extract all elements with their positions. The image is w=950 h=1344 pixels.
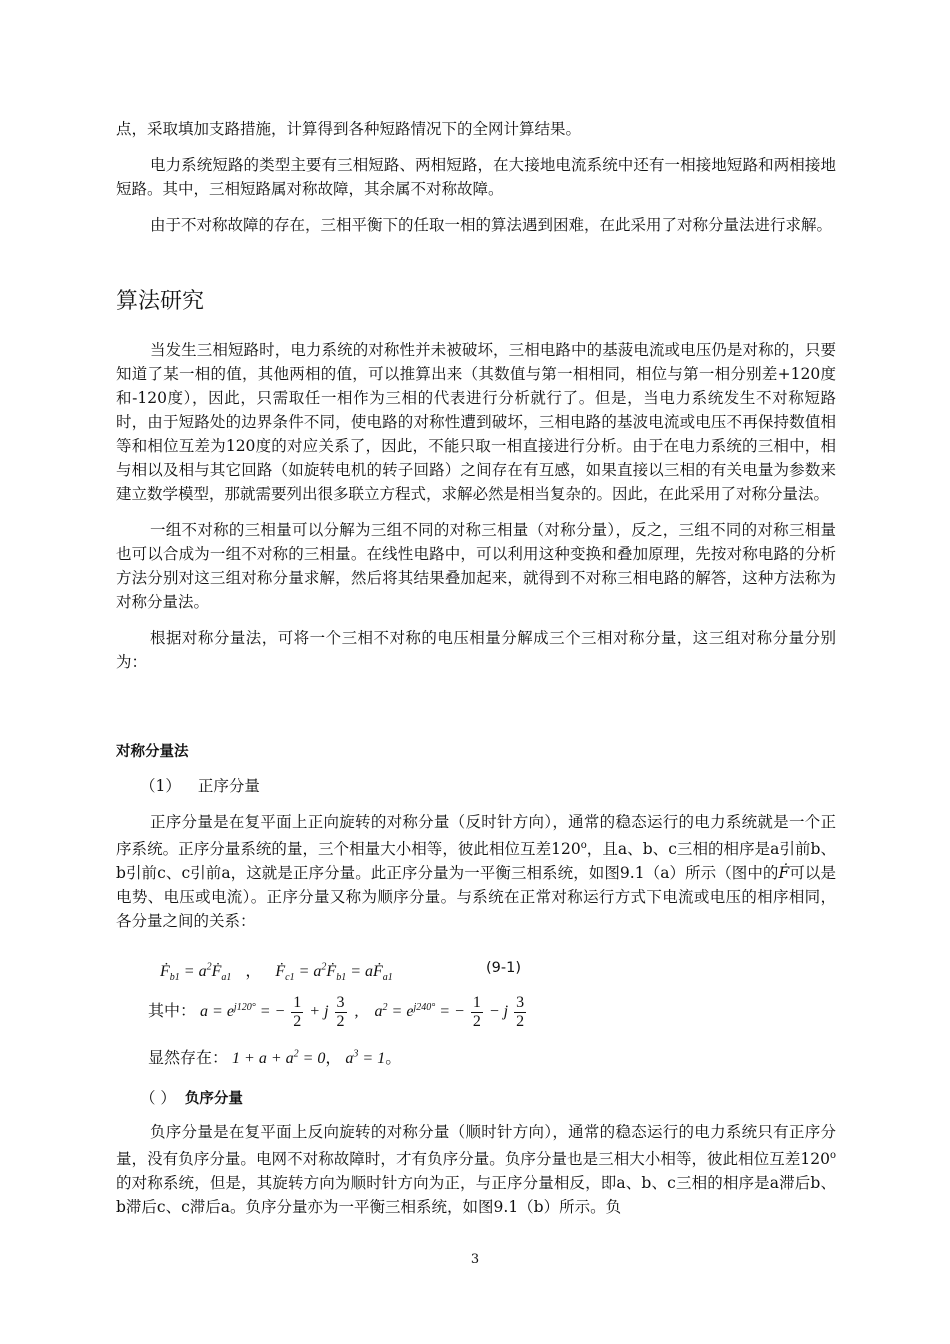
item-2-label: 负序分量 <box>184 1091 243 1107</box>
a2-exp: j240° <box>413 1001 436 1013</box>
equation-9-1 <box>160 958 393 983</box>
eq-separator: ， <box>245 963 262 980</box>
identity-1: 1 + a + a <box>232 1050 294 1067</box>
sqrt3-den: 2 <box>336 1013 345 1030</box>
eq-f-b1b: Ḟ <box>326 963 337 980</box>
minus-j: − j <box>488 1003 509 1021</box>
item-1-heading <box>140 774 260 796</box>
eq-f-b1: Ḟ <box>160 963 170 980</box>
identity-2-sup: 3 <box>353 1048 359 1060</box>
eq-sub-b1: b1 <box>169 972 180 984</box>
a-def-exp: j120° <box>233 1001 256 1013</box>
identity-2: a <box>345 1050 354 1067</box>
eq-sup-2: 2 <box>206 961 212 973</box>
algorithm-block <box>116 338 836 674</box>
item-2-number: （ ） <box>140 1089 176 1107</box>
paragraph-intro-1: 点，采取填加支路措施，计算得到各种短路情况下的全网计算结果。 <box>116 120 582 138</box>
identity-1-end: = 0 <box>302 1050 326 1067</box>
identity-1-sup: 2 <box>293 1048 299 1060</box>
fraction-sqrt3-2 <box>514 994 526 1031</box>
eq-sub-c1: c1 <box>285 972 295 984</box>
identity-period: 。 <box>385 1050 402 1067</box>
paragraph-positive <box>116 810 836 933</box>
paragraph-algo-1: 当发生三相短路时，电力系统的对称性并未被破坏，三相电路中的基菠电流或电压仍是对称的，只要知道了某一相的值，其他两相的值，可以推算出来（其数值与第一相相同，相位与第一相分别差+120度和-120度），因此，只需取任一相作为三相的代表进行分析就行了。但是，当电力系统发生不对称短路时，由于短路处的边界条件不同，使电路的对称性遭到破坏，三相电路的基波电流或电压不再保持数值相等和相位互差为120度的对应关系了，因此，不能只取一相直接进行分析。由于在电力系统的三相中，相与相以及相与其它回路（如旋转电机的转子回路）之间存在有互感，如果直接以三相的有关电量为参数来建立数学模型，那就需要列出很多联立方程式，求解必然是相当复杂的。因此，在此采用了对称分量法。 <box>116 341 836 503</box>
item-1-label: 正序分量 <box>197 777 260 795</box>
eq-equals-a2: = a <box>298 963 322 980</box>
intro-block <box>116 117 836 237</box>
identity-2-end: = 1 <box>362 1050 386 1067</box>
item-2-heading <box>140 1086 243 1108</box>
eq-f-a1: Ḟ <box>211 963 222 980</box>
positive-text-a: 正序分量是在复平面上正向旋转的对称分量（反时针方向），通常的稳态运行的电力系统就是一个正序系统。正序分量系统的量，三个相量大小相等，彼此相位互差120 <box>116 813 836 859</box>
a-def-mid: = − <box>259 1003 286 1021</box>
paragraph-intro-3: 由于不对称故障的存在，三相平衡下的任取一相的算法遇到困难，在此采用了对称分量法进行求解。 <box>150 216 833 234</box>
fraction-sqrt3 <box>335 994 347 1031</box>
sqrt3-num-2: 3 <box>516 994 525 1011</box>
equation-a-definition: 其中： $a = e^{j120^\circ}$ = − $\frac{1}{2}$ + j $\frac{3}{2}$ , $a^2 = e^{j240^\circ}$ = − $\frac{1}{2}$ − j $\frac{3}{2}$ <box>148 994 525 1030</box>
a2-def-eq: = e <box>391 1003 414 1021</box>
paragraph-algo-2: 一组不对称的三相量可以分解为三组不同的对称三相量（对称分量），反之，三组不同的对称三相量也可以合成为一组不对称的三相量。在线性电路中，可以利用这种变换和叠加原理，先按对称电路的分析方法分别对这三组对称分量求解，然后将其结果叠加起来，就得到不对称三相电路的解答，这种方法称为对称分量法。 <box>116 521 836 611</box>
eq-sub-a1b: a1 <box>382 972 393 984</box>
plus-j: + j <box>309 1003 329 1021</box>
half-num: 1 <box>293 994 302 1011</box>
half-den-2: 2 <box>472 1013 481 1030</box>
equation-identity <box>148 1045 401 1068</box>
sqrt3-num: 3 <box>336 994 345 1011</box>
identity-sep: ， <box>325 1050 342 1067</box>
negative-text-b: 的对称系统，但是，其旋转方向为顺时针方向为正，与正序分量相反，即a、b、c三相的相序是a滞后b、b滞后c、c滞后a。负序分量亦为一平衡三相系统，如图9.1（b）所示。负 <box>116 1174 836 1217</box>
where-label: 其中： <box>148 1001 197 1021</box>
sqrt3-den-2: 2 <box>516 1013 525 1030</box>
eq-equals-a3: = a <box>350 963 373 980</box>
eq-sub-a1: a1 <box>221 972 232 984</box>
eq-sup-2b: 2 <box>321 961 327 973</box>
negative-degree: o <box>829 1150 836 1161</box>
paragraph-intro-2: 电力系统短路的类型主要有三相短路、两相短路，在大接地电流系统中还有一相接地短路和两相接地短路。其中，三相短路属对称故障，其余属不对称故障。 <box>116 156 836 198</box>
item-1-number: （1） <box>140 777 181 795</box>
half-den: 2 <box>293 1013 302 1030</box>
positive-text-b: ，且a、b、c三相的相序是a引前b、b引前c、c引前a，这就是正序分量。此正序分量为一平衡三相系统，如图9.1（a）所示（图中的 <box>116 840 836 883</box>
negative-text-a: 负序分量是在复平面上反向旋转的对称分量（顺时针方向），通常的稳态运行的电力系统只有正序分量，没有负序分量。电网不对称故障时，才有负序分量。负序分量也是三相大小相等，彼此相位互差120 <box>116 1123 836 1169</box>
paragraph-algo-3: 根据对称分量法，可将一个三相不对称的电压相量分解成三个三相对称分量，这三组对称分量分别为： <box>116 629 836 671</box>
equation-number: (9-1) <box>486 960 521 976</box>
fraction-half-2 <box>471 994 483 1031</box>
fraction-half <box>291 994 303 1031</box>
a2-sup: 2 <box>382 1001 388 1013</box>
a-def-lhs: a = e <box>200 1003 234 1021</box>
a2-def-lhs: a <box>374 1003 383 1021</box>
a2-mid: = − <box>439 1003 465 1021</box>
subsection-heading: 对称分量法 <box>116 744 189 760</box>
paragraph-negative <box>116 1120 836 1219</box>
eq-sub-b1b: b1 <box>336 972 347 984</box>
positive-sequence-block <box>116 810 836 933</box>
half-num-2: 1 <box>472 994 481 1011</box>
eq-f-c1: Ḟ <box>275 963 286 980</box>
eq-f-a1b: Ḟ <box>372 963 383 980</box>
positive-text-c: 可以是电势、电压或电流）。正序分量又称为顺序分量。与系统在正常对称运行方式下电流或电压的相序相同，各分量之间的关系： <box>116 864 836 931</box>
positive-degree: o <box>580 840 587 851</box>
obviously-label: 显然存在： <box>148 1048 229 1067</box>
page-number: 3 <box>470 1252 480 1267</box>
eq-equals-a: = a <box>183 963 207 980</box>
positive-f-symbol: Ḟ <box>778 864 790 883</box>
section-heading: 算法研究 <box>116 289 205 314</box>
negative-sequence-block <box>116 1120 836 1219</box>
